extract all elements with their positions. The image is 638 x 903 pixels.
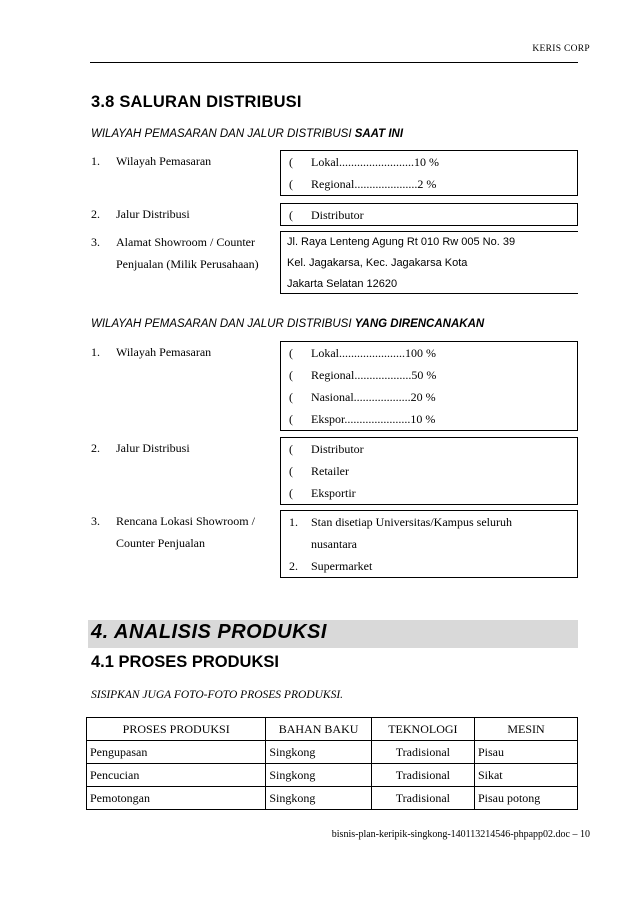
table-row: Pengupasan Singkong Tradisional Pisau: [87, 741, 578, 764]
section-4-1-title: 4.1 PROSES PRODUKSI: [91, 653, 279, 671]
row-number: 3.: [91, 514, 100, 528]
row-number: 1.: [91, 345, 100, 359]
market-regional: Regional.....................2 %: [311, 177, 437, 191]
row-number: 1.: [91, 154, 100, 168]
row-number: 2.: [91, 207, 100, 221]
row-label: Wilayah Pemasaran: [116, 154, 212, 168]
row-label: Alamat Showroom / Counter: [116, 235, 255, 249]
row-label: Rencana Lokasi Showroom /: [116, 514, 255, 528]
production-table: [86, 717, 578, 810]
table-header-row: [87, 718, 578, 741]
col-header: TEKNOLOGI: [371, 718, 474, 741]
row-label-cont: Counter Penjualan: [116, 536, 205, 550]
market-local: Lokal.........................10 %: [311, 155, 439, 169]
planned-subtitle: WILAYAH PEMASARAN DAN JALUR DISTRIBUSI YANG DIRENCANAKAN: [91, 318, 485, 330]
header-rule: [90, 62, 578, 63]
col-header: PROSES PRODUKSI: [87, 718, 266, 741]
row-label: Jalur Distribusi: [116, 441, 190, 455]
row-label: Jalur Distribusi: [116, 207, 190, 221]
distribution-box: ( Distributor: [280, 203, 578, 226]
planned-market-box: ( Lokal......................100 % ( Regional...................50 % ( Nasional...................20 % ( Ekspor......................10 %: [280, 341, 578, 431]
planned-location-box: 1. Stan disetiap Universitas/Kampus seluruh nusantara 2. Supermarket: [280, 510, 578, 578]
col-header: MESIN: [474, 718, 577, 741]
page-footer: bisnis-plan-keripik-singkong-140113214546-phpapp02.doc – 10: [331, 829, 590, 840]
row-label-cont: Penjualan (Milik Perusahaan): [116, 257, 259, 271]
section-3-8-title: 3.8 SALURAN DISTRIBUSI: [91, 93, 302, 111]
col-header: BAHAN BAKU: [266, 718, 371, 741]
photo-note: SISIPKAN JUGA FOTO-FOTO PROSES PRODUKSI.: [91, 689, 344, 701]
table-row: Pemotongan Singkong Tradisional Pisau potong: [87, 787, 578, 810]
planned-distribution-box: ( Distributor ( Retailer ( Eksportir: [280, 437, 578, 505]
row-label: Wilayah Pemasaran: [116, 345, 212, 359]
company-header: KERIS CORP: [532, 44, 590, 54]
section-4-heading: 4. ANALISIS PRODUKSI: [88, 620, 578, 648]
row-number: 3.: [91, 235, 100, 249]
table-row: Pencucian Singkong Tradisional Sikat: [87, 764, 578, 787]
current-subtitle: WILAYAH PEMASARAN DAN JALUR DISTRIBUSI SAAT INI: [91, 128, 404, 140]
market-area-box: ( Lokal.........................10 % ( Regional.....................2 %: [280, 150, 578, 196]
address-box: Jl. Raya Lenteng Agung Rt 010 Rw 005 No. 39 Kel. Jagakarsa, Kec. Jagakarsa Kota Jakarta Selatan 12620: [280, 231, 578, 294]
row-number: 2.: [91, 441, 100, 455]
